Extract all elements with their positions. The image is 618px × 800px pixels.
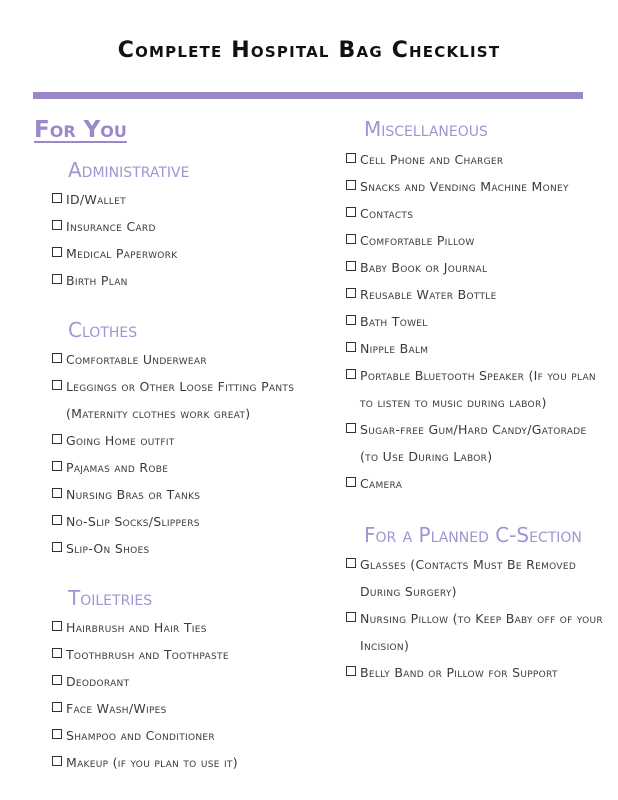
checklist-item: [52, 213, 324, 240]
checklist-item-label: Comfortable Underwear: [66, 352, 207, 367]
checklist-item-label: Pajamas and Robe: [66, 460, 169, 475]
checklist-item: [52, 722, 324, 749]
checklist-item: [52, 346, 324, 373]
checklist-item: [52, 373, 324, 427]
checkbox-icon[interactable]: [346, 342, 356, 352]
section-heading-clothes: Clothes: [68, 318, 138, 342]
checklist-item: [52, 186, 324, 213]
checklist-item-label: Makeup (if you plan to use it): [66, 755, 238, 770]
left-column: [34, 112, 324, 776]
checklist-item: [52, 267, 324, 294]
checklist-item-label: Hairbrush and Hair Ties: [66, 620, 207, 635]
checkbox-icon[interactable]: [52, 380, 62, 390]
checklist-item-label: Deodorant: [66, 674, 130, 689]
checklist-item: [52, 641, 324, 668]
checkbox-icon[interactable]: [52, 193, 62, 203]
checkbox-icon[interactable]: [346, 288, 356, 298]
section-heading-for-a-planned-c-section: For a Planned C-Section: [364, 523, 582, 547]
checklist-item-label: Camera: [360, 476, 403, 491]
checklist-item-label: Portable Bluetooth Speaker (If you plan to listen to music during labor): [360, 368, 596, 410]
checklist-item-label: Bath Towel: [360, 314, 428, 329]
checklist-item: [346, 200, 608, 227]
checklist-item: [346, 470, 608, 497]
checklist-item: [346, 605, 608, 659]
checklist-item: [52, 481, 324, 508]
checkbox-icon[interactable]: [346, 315, 356, 325]
checklist-item-label: Snacks and Vending Machine Money: [360, 179, 569, 194]
checkbox-icon[interactable]: [52, 756, 62, 766]
checklist-item-label: ID/Wallet: [66, 192, 126, 207]
section-heading-toiletries: Toiletries: [68, 586, 153, 610]
checklist-item: [346, 308, 608, 335]
checklist-item-label: Birth Plan: [66, 273, 128, 288]
checklist-item: [52, 508, 324, 535]
checkbox-icon[interactable]: [52, 247, 62, 257]
checklist-item: [52, 535, 324, 562]
section-heading-administrative: Administrative: [68, 158, 190, 182]
checkbox-icon[interactable]: [346, 153, 356, 163]
checklist-item-label: Nursing Pillow (to Keep Baby off of your Incision): [360, 611, 603, 653]
checkbox-icon[interactable]: [52, 515, 62, 525]
checklist-item-label: Cell Phone and Charger: [360, 152, 504, 167]
checkbox-icon[interactable]: [346, 369, 356, 379]
checkbox-icon[interactable]: [346, 423, 356, 433]
checklist: [346, 551, 608, 686]
checkbox-icon[interactable]: [346, 612, 356, 622]
checklist-item: [52, 668, 324, 695]
checklist-item: [346, 227, 608, 254]
checklist-item-label: No-Slip Socks/Slippers: [66, 514, 200, 529]
checklist-item-label: Slip-On Shoes: [66, 541, 150, 556]
checklist-item: [346, 551, 608, 605]
section-list: [346, 112, 608, 686]
checklist-item: [346, 281, 608, 308]
checklist-item-label: Baby Book or Journal: [360, 260, 488, 275]
checklist-item-label: Face Wash/Wipes: [66, 701, 167, 716]
section-spacer: [34, 294, 324, 314]
checklist-item-label: Nursing Bras or Tanks: [66, 487, 201, 502]
checkbox-icon[interactable]: [52, 648, 62, 658]
checkbox-icon[interactable]: [52, 461, 62, 471]
checkbox-icon[interactable]: [52, 488, 62, 498]
checkbox-icon[interactable]: [52, 729, 62, 739]
title-divider: [33, 92, 583, 99]
checklist-item-label: Contacts: [360, 206, 414, 221]
checklist: [34, 346, 324, 562]
checklist-item-label: Sugar-free Gum/Hard Candy/Gatorade (to Use During Labor): [360, 422, 587, 464]
checklist: [34, 186, 324, 294]
checkbox-icon[interactable]: [346, 234, 356, 244]
checkbox-icon[interactable]: [52, 621, 62, 631]
checkbox-icon[interactable]: [346, 261, 356, 271]
checkbox-icon[interactable]: [52, 675, 62, 685]
checklist-item: [346, 146, 608, 173]
checkbox-icon[interactable]: [52, 220, 62, 230]
section-heading-miscellaneous: Miscellaneous: [364, 117, 488, 141]
checklist-item: [346, 335, 608, 362]
checkbox-icon[interactable]: [346, 207, 356, 217]
checkbox-icon[interactable]: [346, 180, 356, 190]
page-title: Complete Hospital Bag Checklist: [117, 38, 501, 63]
for-you-heading: For You: [34, 117, 127, 143]
checklist-item: [346, 659, 608, 686]
section-spacer: [34, 562, 324, 582]
right-column: [346, 112, 608, 686]
checkbox-icon[interactable]: [52, 353, 62, 363]
checklist-item: [346, 362, 608, 416]
checklist-item-label: Leggings or Other Loose Fitting Pants (Maternity clothes work great): [66, 379, 295, 421]
checklist-item-label: Belly Band or Pillow for Support: [360, 665, 558, 680]
checklist-item: [52, 749, 324, 776]
section-spacer: [346, 497, 608, 519]
checklist-item: [52, 695, 324, 722]
checkbox-icon[interactable]: [52, 542, 62, 552]
checklist: [34, 614, 324, 776]
checklist-item-label: Insurance Card: [66, 219, 156, 234]
checkbox-icon[interactable]: [52, 702, 62, 712]
checkbox-icon[interactable]: [52, 434, 62, 444]
checklist-item-label: Going Home outfit: [66, 433, 175, 448]
checklist-item-label: Shampoo and Conditioner: [66, 728, 215, 743]
checklist-item-label: Glasses (Contacts Must Be Removed During Surgery): [360, 557, 577, 599]
checklist-item: [346, 173, 608, 200]
checklist-item: [52, 240, 324, 267]
checklist-item: [52, 614, 324, 641]
checkbox-icon[interactable]: [52, 274, 62, 284]
checkbox-icon[interactable]: [346, 666, 356, 676]
checklist-item-label: Toothbrush and Toothpaste: [66, 647, 229, 662]
checklist-item-label: Medical Paperwork: [66, 246, 178, 261]
checklist-item: [52, 454, 324, 481]
checklist-item-label: Comfortable Pillow: [360, 233, 475, 248]
section-list: [34, 154, 324, 776]
checklist-item-label: Nipple Balm: [360, 341, 429, 356]
checkbox-icon[interactable]: [346, 558, 356, 568]
checklist-item-label: Reusable Water Bottle: [360, 287, 497, 302]
checklist-item: [346, 254, 608, 281]
checklist: [346, 146, 608, 497]
checklist-item: [52, 427, 324, 454]
checklist-item: [346, 416, 608, 470]
checkbox-icon[interactable]: [346, 477, 356, 487]
